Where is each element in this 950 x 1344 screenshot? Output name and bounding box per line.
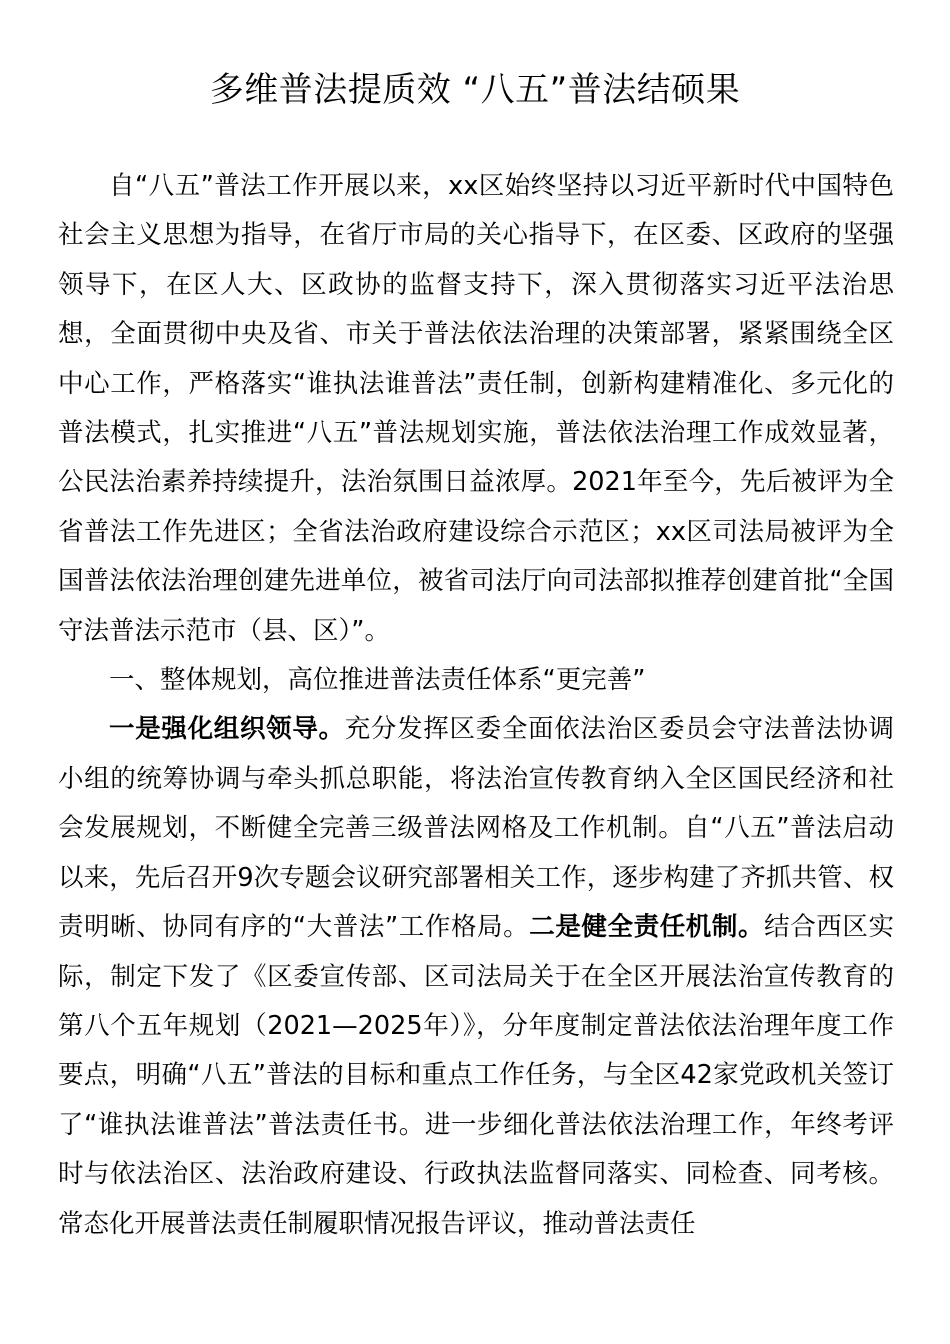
intro-paragraph: 自“八五”普法工作开展以来，xx区始终坚持以习近平新时代中国特色社会主义思想为指导，在省厅市局的关心指导下，在区委、区政府的坚强领导下，在区人大、区政协的监督支持下，深入贯彻落实习近平法治思想，全面贯彻中央及省、市关于普法依法治理的决策部署，紧紧围绕全区中心工作，严格落实“谁执法谁普法”责任制，创新构建精准化、多元化的普法模式，扎实推进“八五”普法规划实施，普法依法治理工作成效显著，公民法治素养持续提升，法治氛围日益浓厚。2021年至今，先后被评为全省普法工作先进区；全省法治政府建设综合示范区；xx区司法局被评为全国普法依法治理创建先进单位，被省司法厅向司法部拟推荐创建首批“全国守法普法示范市（县、区）”。 [58,171,894,646]
section-paragraph [58,705,894,1248]
document-body [58,162,894,1249]
section-heading: 一、整体规划，高位推进普法责任体系“更完善” [109,665,646,696]
point-title: 二是健全责任机制。 [529,912,765,943]
point-body: 结合西区实际，制定下发了《区委宣传部、区司法局关于在全区开展法治宣传教育的第八个五年规划（2021—2025年）》，分年度制定普法依法治理年度工作要点，明确“八五”普法的目标和重点工作任务，与全区42家党政机关签订了“谁执法谁普法”普法责任书。进一步细化普法依法治理工作，年终考评时与依法治区、法治政府建设、行政执法监督同落实、同检查、同考核。常态化开展普法责任制履职情况报告评议，推动普法责任 [58,912,894,1239]
point-body: 充分发挥区委全面依法治区委员会守法普法协调小组的统筹协调与牵头抓总职能，将法治宣传教育纳入全区国民经济和社会发展规划，不断健全完善三级普法网格及工作机制。自“八五”普法启动以来，先后召开9次专题会议研究部署相关工作，逐步构建了齐抓共管、权责明晰、协同有序的“大普法”工作格局。 [58,714,894,943]
point-title: 一是强化组织领导。 [109,714,345,745]
document-title: 多维普法提质效 “八五”普法结硕果 [209,70,741,110]
